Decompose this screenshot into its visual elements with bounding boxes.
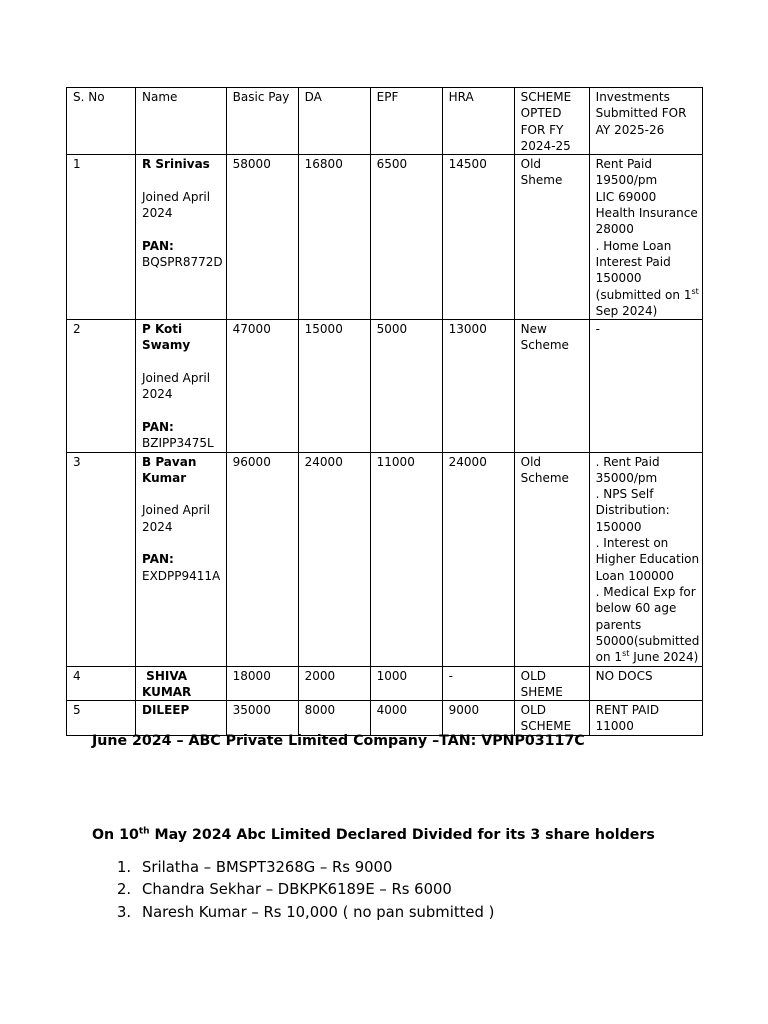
cell-epf: 11000 bbox=[370, 452, 442, 666]
cell-scheme: Old Scheme bbox=[514, 452, 589, 666]
cell-hra: 9000 bbox=[442, 701, 514, 736]
cell-basic-pay: 47000 bbox=[226, 320, 298, 452]
header-epf: EPF bbox=[370, 88, 442, 155]
cell-epf: 1000 bbox=[370, 666, 442, 701]
cell-investments: Rent Paid 19500/pm LIC 69000 Health Insurance 28000 . Home Loan Interest Paid 150000 (submitted on 1st Sep 2024) bbox=[589, 155, 703, 320]
pan-number: BQSPR8772D bbox=[142, 254, 223, 269]
employee-name: KUMAR bbox=[142, 684, 192, 699]
cell-da: 15000 bbox=[298, 320, 370, 452]
cell-hra: - bbox=[442, 666, 514, 701]
cell-epf: 5000 bbox=[370, 320, 442, 452]
pan-label: PAN: bbox=[142, 238, 174, 253]
cell-name bbox=[136, 320, 227, 452]
cell-scheme: Old Sheme bbox=[514, 155, 589, 320]
cell-da: 8000 bbox=[298, 701, 370, 736]
list-item: 3. Naresh Kumar – Rs 10,000 ( no pan submitted ) bbox=[117, 903, 495, 921]
list-item: 1. Srilatha – BMSPT3268G – Rs 9000 bbox=[117, 859, 393, 876]
employee-name: B Pavan bbox=[142, 454, 197, 469]
pan-number: EXDPP9411A bbox=[142, 568, 221, 583]
employee-salary-table bbox=[66, 87, 703, 736]
cell-sno: 1 bbox=[67, 155, 136, 320]
table-row bbox=[67, 666, 703, 701]
joined-text: Joined April bbox=[142, 189, 211, 204]
cell-hra: 13000 bbox=[442, 320, 514, 452]
cell-sno: 5 bbox=[67, 701, 136, 736]
cell-scheme: OLD SCHEME bbox=[514, 701, 589, 736]
table-row bbox=[67, 701, 703, 736]
employee-name: SHIVA bbox=[142, 668, 188, 683]
cell-basic-pay: 35000 bbox=[226, 701, 298, 736]
cell-investments: . Rent Paid 35000/pm . NPS Self Distribution: 150000 . Interest on Higher Education Loan 100000 . Medical Exp for below 60 age parents 50000(submitted on 1st June 2024) bbox=[589, 452, 703, 666]
joined-text: 2024 bbox=[142, 519, 173, 534]
cell-scheme: OLD SHEME bbox=[514, 666, 589, 701]
cell-da: 24000 bbox=[298, 452, 370, 666]
cell-da: 2000 bbox=[298, 666, 370, 701]
cell-basic-pay: 96000 bbox=[226, 452, 298, 666]
cell-epf: 4000 bbox=[370, 701, 442, 736]
dividend-heading: On 10th May 2024 Abc Limited Declared Divided for its 3 share holders bbox=[92, 826, 655, 843]
header-sno: S. No bbox=[67, 88, 136, 155]
employee-name: R Srinivas bbox=[142, 157, 210, 172]
cell-name bbox=[136, 666, 227, 701]
cell-hra: 24000 bbox=[442, 452, 514, 666]
employee-name: Swamy bbox=[142, 338, 191, 353]
cell-epf: 6500 bbox=[370, 155, 442, 320]
cell-basic-pay: 58000 bbox=[226, 155, 298, 320]
header-name: Name bbox=[136, 88, 227, 155]
cell-name bbox=[136, 701, 227, 736]
cell-scheme: New Scheme bbox=[514, 320, 589, 452]
list-item: 2. Chandra Sekhar – DBKPK6189E – Rs 6000 bbox=[117, 881, 452, 899]
cell-hra: 14500 bbox=[442, 155, 514, 320]
cell-name bbox=[136, 155, 227, 320]
cell-investments: - bbox=[589, 320, 703, 452]
cell-sno: 4 bbox=[67, 666, 136, 701]
table-row bbox=[67, 452, 703, 666]
header-basic-pay: Basic Pay bbox=[226, 88, 298, 155]
pan-label: PAN: bbox=[142, 419, 174, 434]
header-hra: HRA bbox=[442, 88, 514, 155]
cell-name bbox=[136, 452, 227, 666]
company-tan-line: June 2024 – ABC Private Limited Company –TAN: VPNP03117C bbox=[92, 733, 585, 749]
shareholder-list bbox=[92, 857, 494, 924]
cell-investments: RENT PAID 11000 bbox=[589, 701, 703, 736]
cell-basic-pay: 18000 bbox=[226, 666, 298, 701]
pan-label: PAN: bbox=[142, 552, 174, 567]
cell-investments: NO DOCS bbox=[589, 666, 703, 701]
table-row bbox=[67, 320, 703, 452]
header-investments: Investments Submitted FOR AY 2025-26 bbox=[589, 88, 703, 155]
employee-name: DILEEP bbox=[142, 703, 190, 718]
pan-number: BZIPP3475L bbox=[142, 436, 214, 451]
table-header-row bbox=[67, 88, 703, 155]
employee-name: P Koti bbox=[142, 322, 183, 337]
cell-sno: 3 bbox=[67, 452, 136, 666]
joined-text: 2024 bbox=[142, 206, 173, 221]
joined-text: Joined April bbox=[142, 503, 211, 518]
header-scheme: SCHEME OPTED FOR FY 2024-25 bbox=[514, 88, 589, 155]
cell-da: 16800 bbox=[298, 155, 370, 320]
cell-sno: 2 bbox=[67, 320, 136, 452]
joined-text: Joined April bbox=[142, 371, 211, 386]
header-da: DA bbox=[298, 88, 370, 155]
employee-name: Kumar bbox=[142, 470, 187, 485]
joined-text: 2024 bbox=[142, 387, 173, 402]
table-row bbox=[67, 155, 703, 320]
